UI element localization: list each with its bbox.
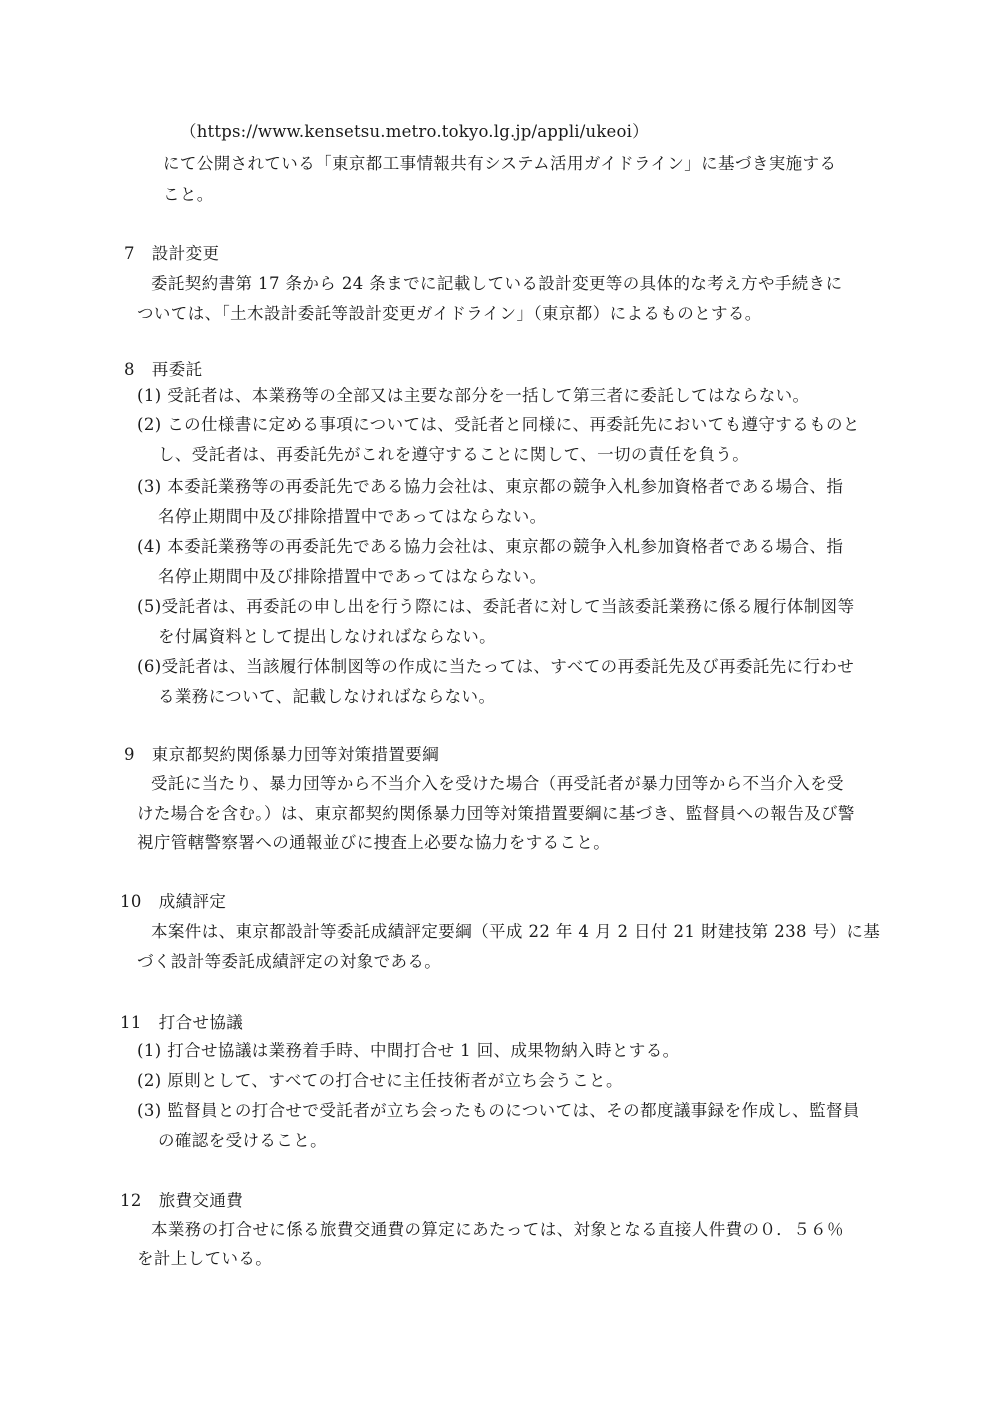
list-item: (2) 原則として、すべての打合せに主任技術者が立ち会うこと。 xyxy=(137,1071,623,1090)
paragraph-line: こと。 xyxy=(163,185,214,204)
paragraph-line: けた場合を含む。）は、東京都契約関係暴力団等対策措置要綱に基づき、監督員への報告及び警 xyxy=(137,804,855,823)
list-item-continuation: を付属資料として提出しなければならない。 xyxy=(158,627,496,646)
list-item-continuation: 名停止期間中及び排除措置中であってはならない。 xyxy=(158,567,547,586)
paragraph-line: 本案件は、東京都設計等委託成績評定要綱（平成 22 年 4 月 2 日付 21 財建技第 238 号）に基 xyxy=(151,922,881,941)
paragraph-line: 受託に当たり、暴力団等から不当介入を受けた場合（再受託者が暴力団等から不当介入を受 xyxy=(151,774,844,793)
section-heading: 11 打合せ協議 xyxy=(120,1013,244,1032)
paragraph-line: 本業務の打合せに係る旅費交通費の算定にあたっては、対象となる直接人件費の０．５６％ xyxy=(151,1220,844,1239)
section-heading: 12 旅費交通費 xyxy=(120,1191,244,1210)
list-item: (6)受託者は、当該履行体制図等の作成に当たっては、すべての再委託先及び再委託先に行わせ xyxy=(137,657,855,676)
section-heading: 9 東京都契約関係暴力団等対策措置要綱 xyxy=(124,745,440,764)
paragraph-line: を計上している。 xyxy=(137,1249,273,1268)
list-item: (3) 監督員との打合せで受託者が立ち会ったものについては、その都度議事録を作成し、監督員 xyxy=(137,1101,860,1120)
paragraph-line: ついては、「土木設計委託等設計変更ガイドライン」（東京都）によるものとする。 xyxy=(137,304,762,323)
section-heading: 8 再委託 xyxy=(124,360,203,379)
list-item: (3) 本委託業務等の再委託先である協力会社は、東京都の競争入札参加資格者である場合、指 xyxy=(137,477,844,496)
paragraph-line: 委託契約書第 17 条から 24 条までに記載している設計変更等の具体的な考え方や手続きに xyxy=(151,274,843,293)
paragraph-line: 視庁管轄警察署への通報並びに捜査上必要な協力をすること。 xyxy=(137,833,611,852)
list-item-continuation: し、受託者は、再委託先がこれを遵守することに関して、一切の責任を負う。 xyxy=(158,445,750,464)
list-item: (4) 本委託業務等の再委託先である協力会社は、東京都の競争入札参加資格者である場合、指 xyxy=(137,537,844,556)
section-heading: 7 設計変更 xyxy=(124,244,220,263)
list-item: (1) 受託者は、本業務等の全部又は主要な部分を一括して第三者に委託してはならない。 xyxy=(137,386,810,405)
list-item: (5)受託者は、再委託の申し出を行う際には、委託者に対して当該委託業務に係る履行体制図等 xyxy=(137,597,855,616)
list-item: (1) 打合せ協議は業務着手時、中間打合せ 1 回、成果物納入時とする。 xyxy=(137,1041,680,1060)
section-heading: 10 成績評定 xyxy=(120,892,227,911)
paragraph-line: にて公開されている「東京都工事情報共有システム活用ガイドライン」に基づき実施する xyxy=(163,154,837,173)
list-item-continuation: る業務について、記載しなければならない。 xyxy=(158,687,496,706)
list-item: (2) この仕様書に定める事項については、受託者と同様に、再委託先においても遵守するものと xyxy=(137,415,860,434)
list-item-continuation: の確認を受けること。 xyxy=(158,1131,327,1150)
paragraph-line: づく設計等委託成績評定の対象である。 xyxy=(137,952,442,971)
url-text: （https://www.kensetsu.metro.tokyo.lg.jp/appli/ukeoi） xyxy=(180,122,649,141)
list-item-continuation: 名停止期間中及び排除措置中であってはならない。 xyxy=(158,507,547,526)
